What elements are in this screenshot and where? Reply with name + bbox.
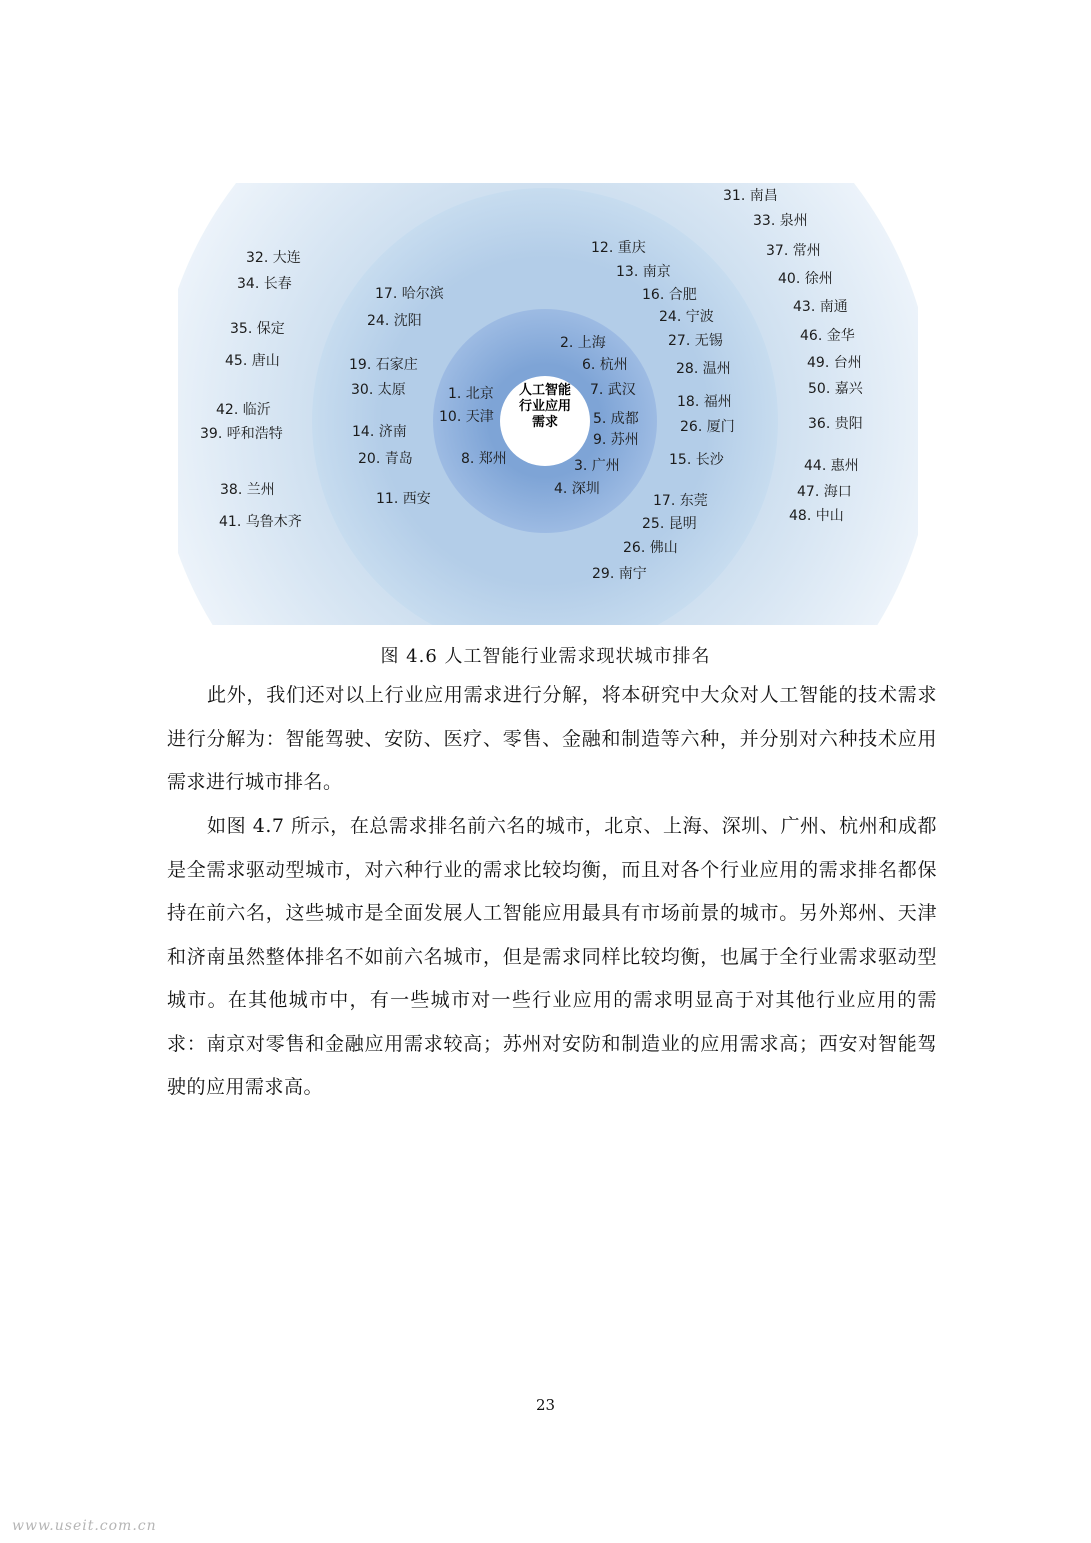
city-label: 12. 重庆 bbox=[591, 240, 646, 256]
city-label: 48. 中山 bbox=[789, 508, 844, 524]
city-label: 37. 常州 bbox=[766, 243, 821, 259]
city-label: 16. 合肥 bbox=[642, 287, 697, 303]
city-label: 9. 苏州 bbox=[593, 432, 639, 448]
city-label: 20. 青岛 bbox=[358, 451, 413, 467]
city-label: 13. 南京 bbox=[616, 264, 671, 280]
figure-caption: 图 4.6 人工智能行业需求现状城市排名 bbox=[380, 646, 711, 667]
center-label-line-3: 需求 bbox=[531, 415, 558, 430]
city-label: 15. 长沙 bbox=[669, 452, 724, 468]
city-label: 41. 乌鲁木齐 bbox=[219, 514, 302, 530]
city-label: 50. 嘉兴 bbox=[808, 381, 863, 397]
city-label: 45. 唐山 bbox=[225, 353, 280, 369]
city-label: 49. 台州 bbox=[807, 355, 862, 371]
city-label: 28. 温州 bbox=[676, 361, 731, 377]
city-label: 24. 宁波 bbox=[659, 309, 714, 325]
city-label: 17. 哈尔滨 bbox=[375, 286, 444, 302]
city-label: 25. 昆明 bbox=[642, 516, 697, 532]
city-label: 39. 呼和浩特 bbox=[200, 426, 283, 442]
city-label: 24. 沈阳 bbox=[367, 313, 422, 329]
page-number: 23 bbox=[535, 1396, 556, 1414]
city-label: 42. 临沂 bbox=[216, 402, 271, 418]
city-label: 29. 南宁 bbox=[592, 566, 647, 582]
city-label: 1. 北京 bbox=[448, 386, 494, 402]
paragraph-2: 如图 4.7 所示，在总需求排名前六名的城市，北京、上海、深圳、广州、杭州和成都是全需求驱动型城市，对六种行业的需求比较均衡，而且对各个行业应用的需求排名都保持在前六名，这些城市是全面发展人工智能应用最具有市场前景的城市。另外郑州、天津和济南虽然整体排名不如前六名城市，但是需求同样比较均衡，也属于全行业需求驱动型城市。在其他城市中，有一些城市对一些行业应用的需求明显高于对其他行业应用的需求：南京对零售和金融应用需求较高；苏州对安防和制造业的应用需求高；西安对智能驾驶的应用需求高。 bbox=[167, 815, 937, 1098]
city-label: 18. 福州 bbox=[677, 394, 732, 410]
city-label: 4. 深圳 bbox=[554, 481, 600, 497]
city-ranking-figure bbox=[178, 183, 918, 625]
city-label: 7. 武汉 bbox=[590, 382, 636, 398]
city-label: 36. 贵阳 bbox=[808, 416, 863, 432]
city-label: 26. 厦门 bbox=[680, 419, 735, 435]
watermark: www.useit.com.cn bbox=[12, 1518, 157, 1534]
paragraph-1: 此外，我们还对以上行业应用需求进行分解，将本研究中大众对人工智能的技术需求进行分解为：智能驾驶、安防、医疗、零售、金融和制造等六种，并分别对六种技术应用需求进行城市排名。 bbox=[167, 684, 937, 793]
city-label: 27. 无锡 bbox=[668, 333, 723, 349]
center-label-line-2: 行业应用 bbox=[518, 399, 571, 414]
city-label: 2. 上海 bbox=[560, 335, 606, 351]
city-label: 38. 兰州 bbox=[220, 482, 275, 498]
city-label: 19. 石家庄 bbox=[349, 357, 418, 373]
city-label: 33. 泉州 bbox=[753, 213, 808, 229]
city-label: 35. 保定 bbox=[230, 321, 285, 337]
city-label: 46. 金华 bbox=[800, 328, 855, 344]
city-label: 31. 南昌 bbox=[723, 188, 778, 204]
city-label: 3. 广州 bbox=[574, 458, 620, 474]
city-label: 47. 海口 bbox=[797, 484, 852, 500]
city-label: 30. 太原 bbox=[351, 382, 406, 398]
city-label: 32. 大连 bbox=[246, 250, 301, 266]
city-label: 40. 徐州 bbox=[778, 271, 833, 287]
city-label: 11. 西安 bbox=[376, 491, 431, 507]
city-label: 44. 惠州 bbox=[804, 458, 859, 474]
city-label: 17. 东莞 bbox=[653, 493, 708, 509]
city-label: 10. 天津 bbox=[439, 409, 494, 425]
center-label bbox=[501, 383, 589, 431]
city-label: 5. 成都 bbox=[593, 411, 639, 427]
city-label: 14. 济南 bbox=[352, 424, 407, 440]
city-label: 6. 杭州 bbox=[582, 357, 628, 373]
city-label: 8. 郑州 bbox=[461, 451, 507, 467]
city-label: 43. 南通 bbox=[793, 299, 848, 315]
city-label: 34. 长春 bbox=[237, 276, 292, 292]
center-label-line-1: 人工智能 bbox=[518, 383, 571, 398]
city-label: 26. 佛山 bbox=[623, 540, 678, 556]
